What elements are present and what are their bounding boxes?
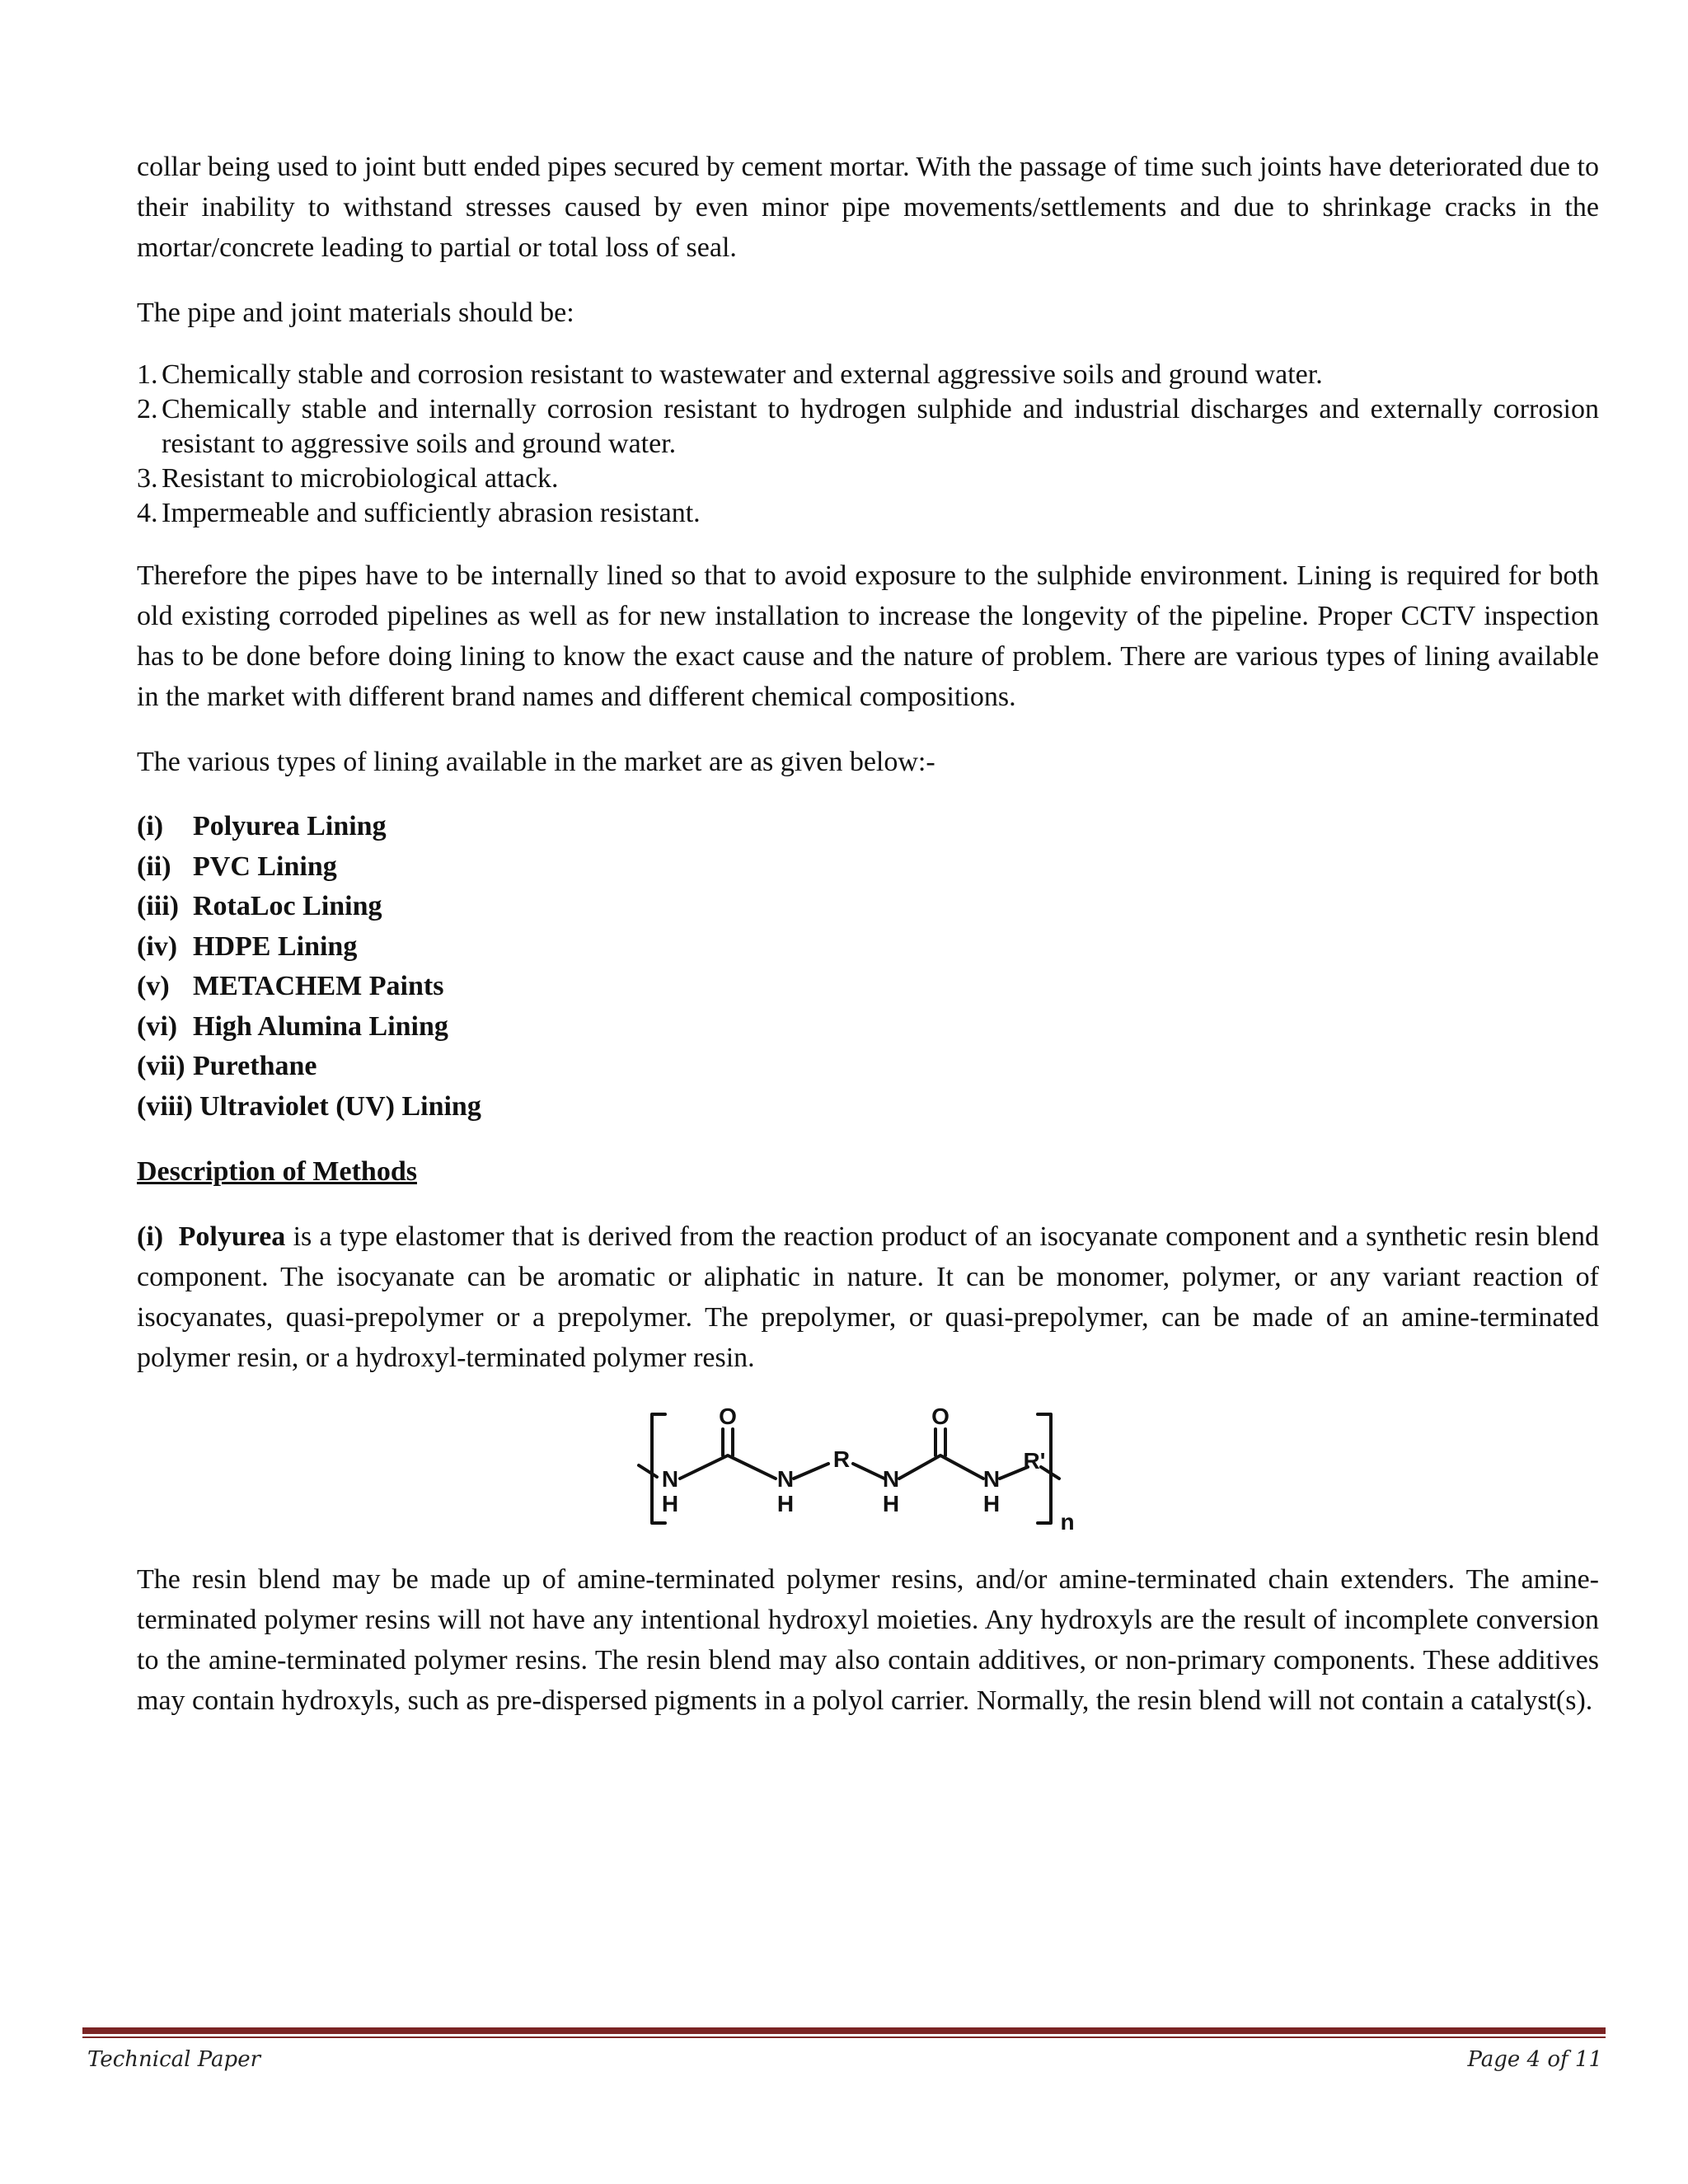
- footer-page-number: Page 4 of 11: [1467, 2047, 1602, 2072]
- list-text: Chemically stable and corrosion resistant to wastewater and external aggressive soils and ground water.: [162, 359, 1323, 390]
- polyurea-description: is a type elastomer that is derived from the reaction product of an isocyanate component and a synthetic resin blend component. The isocyanate can be aromatic or aliphatic in nature. It can be monomer, polymer, or any variant reaction of isocyanates, quasi-prepolymer or a prepolymer. The prepolymer, or quasi-prepolymer, can be made of an amine-terminated polymer resin, or a hydroxyl-terminated polymer resin.: [137, 1221, 1600, 1373]
- paragraph-materials-intro: The pipe and joint materials should be:: [137, 298, 574, 328]
- formula-atom: N: [982, 1466, 1001, 1492]
- page-content: [137, 147, 1599, 1721]
- footer-divider: [82, 2027, 1606, 2038]
- list-number: (viii): [137, 1090, 193, 1122]
- list-item: [137, 392, 1599, 462]
- formula-atom: N: [882, 1466, 900, 1492]
- polyurea-number: (i): [137, 1221, 164, 1252]
- section-heading: Description of Methods: [137, 1156, 417, 1187]
- formula-atom: R: [832, 1446, 851, 1472]
- list-item: [137, 927, 1599, 968]
- footer-rule-thick: [82, 2027, 1606, 2034]
- list-item: [137, 358, 1599, 392]
- polyurea-structure-formula: [137, 1399, 1599, 1531]
- list-item: [137, 887, 1599, 927]
- list-number: (vi): [137, 1010, 178, 1042]
- polyurea-formula-image: [637, 1399, 1099, 1531]
- lining-types-list: [137, 807, 1599, 1127]
- list-item: [137, 1047, 1599, 1087]
- formula-atom: N: [661, 1466, 679, 1492]
- list-text: METACHEM Paints: [193, 971, 444, 1001]
- polyurea-term: Polyurea: [178, 1221, 286, 1252]
- list-text: Purethane: [193, 1051, 317, 1081]
- list-number: 4.: [137, 498, 158, 528]
- paragraph-lining-types-intro: The various types of lining available in the market are as given below:-: [137, 747, 935, 777]
- list-number: (ii): [137, 851, 171, 882]
- list-text: RotaLoc Lining: [193, 891, 382, 921]
- list-number: 2.: [137, 394, 158, 424]
- list-text: HDPE Lining: [193, 930, 358, 962]
- list-number: (vii): [137, 1051, 185, 1081]
- footer-rule-thin: [82, 2036, 1606, 2038]
- formula-atom: H: [882, 1491, 900, 1516]
- paragraph-joint-deterioration: collar being used to joint butt ended pipes secured by cement mortar. With the passage of time such joints have deteriorated due to their inability to withstand stresses caused by even minor pipe movements/settlements and due to shrinkage cracks in the mortar/concrete leading to partial or total loss of seal.: [137, 152, 1599, 263]
- paragraph-polyurea: [137, 1216, 1599, 1378]
- paragraph-resin-blend: The resin blend may be made up of amine-terminated polymer resins, and/or amine-terminated chain extenders. The amine-terminated polymer resins will not have any intentional hydroxyl moieties. Any hydroxyls are the result of incomplete conversion to the amine-terminated polymer resins. The resin blend may also contain additives, or non-primary components. These additives may contain hydroxyls, such as pre-dispersed pigments in a polyol carrier. Normally, the resin blend will not contain a catalyst(s).: [137, 1564, 1599, 1716]
- formula-atom: N: [776, 1466, 795, 1492]
- footer-document-title: Technical Paper: [87, 2047, 261, 2072]
- list-text: Chemically stable and internally corrosion resistant to hydrogen sulphide and industrial discharges and externally corrosion resistant to aggressive soils and ground water.: [162, 394, 1599, 459]
- list-text: Resistant to microbiological attack.: [162, 463, 559, 494]
- formula-atom: R': [1023, 1448, 1046, 1474]
- list-text: High Alumina Lining: [193, 1010, 448, 1042]
- list-text: Impermeable and sufficiently abrasion resistant.: [162, 498, 701, 528]
- list-item: [137, 496, 1599, 531]
- list-text: Ultraviolet (UV) Lining: [199, 1090, 481, 1122]
- list-text: PVC Lining: [193, 851, 337, 882]
- list-item: [137, 847, 1599, 888]
- list-number: (iii): [137, 891, 179, 921]
- formula-atom: O: [719, 1404, 737, 1429]
- list-number: 1.: [137, 359, 158, 390]
- list-number: 3.: [137, 463, 158, 494]
- list-item: [137, 1087, 1599, 1127]
- requirements-list: [137, 358, 1599, 531]
- list-item: [137, 1007, 1599, 1047]
- list-number: (i): [137, 811, 164, 841]
- list-item: [137, 967, 1599, 1007]
- formula-subscript: n: [1060, 1509, 1075, 1531]
- list-number: (v): [137, 971, 170, 1001]
- formula-atom: O: [931, 1404, 950, 1429]
- list-number: (iv): [137, 930, 178, 962]
- formula-atom: H: [982, 1491, 1001, 1516]
- list-item: [137, 462, 1599, 496]
- paragraph-lining-need: Therefore the pipes have to be internally lined so that to avoid exposure to the sulphide environment. Lining is required for both old existing corroded pipelines as well as for new installation to increase the longevity of the pipeline. Proper CCTV inspection has to be done before doing lining to know the exact cause and the nature of problem. There are various types of lining available in the market with different brand names and different chemical compositions.: [137, 560, 1599, 712]
- list-text: Polyurea Lining: [193, 811, 387, 841]
- formula-atom: H: [661, 1491, 679, 1516]
- formula-atom: H: [776, 1491, 795, 1516]
- list-item: [137, 807, 1599, 847]
